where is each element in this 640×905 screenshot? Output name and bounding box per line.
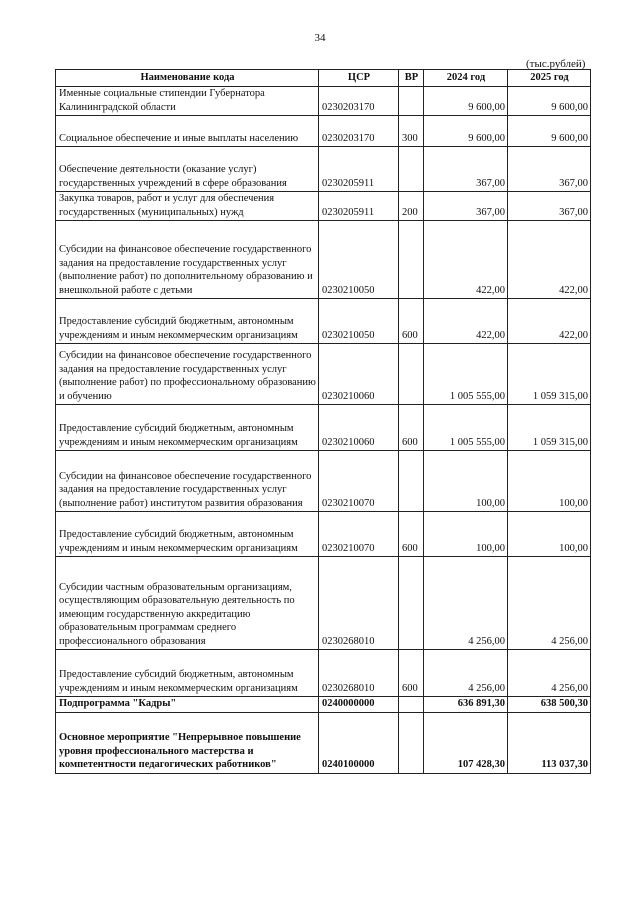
cell-csr: 0230210060	[319, 344, 399, 405]
cell-vr	[399, 712, 424, 773]
cell-name: Предоставление субсидий бюджетным, автономным учреждениям и иным некоммерческим организациям	[56, 405, 319, 451]
cell-2025: 9 600,00	[508, 87, 591, 116]
cell-name: Именные социальные стипендии Губернатора Калининградской области	[56, 87, 319, 116]
cell-vr: 200	[399, 192, 424, 221]
table-row	[56, 650, 591, 697]
cell-2024: 422,00	[424, 299, 508, 344]
cell-name: Предоставление субсидий бюджетным, автономным учреждениям и иным некоммерческим организациям	[56, 650, 319, 697]
cell-name: Подпрограмма "Кадры"	[56, 697, 319, 713]
cell-2024: 1 005 555,00	[424, 344, 508, 405]
cell-vr: 600	[399, 299, 424, 344]
budget-table	[55, 69, 591, 774]
cell-csr: 0240000000	[319, 697, 399, 713]
cell-vr: 600	[399, 405, 424, 451]
table-row	[56, 221, 591, 299]
cell-name: Субсидии на финансовое обеспечение государственного задания на предоставление государственных услуг (выполнение работ) институтом развития образования	[56, 451, 319, 512]
cell-vr	[399, 451, 424, 512]
cell-csr: 0230210070	[319, 512, 399, 557]
table-row	[56, 299, 591, 344]
table-row	[56, 512, 591, 557]
cell-2024: 636 891,30	[424, 697, 508, 713]
cell-vr	[399, 557, 424, 650]
header-name: Наименование кода	[56, 70, 319, 87]
header-2025: 2025 год	[508, 70, 591, 87]
cell-2024: 100,00	[424, 512, 508, 557]
header-vr: ВР	[399, 70, 424, 87]
header-csr: ЦСР	[319, 70, 399, 87]
cell-csr: 0240100000	[319, 712, 399, 773]
table-row	[56, 697, 591, 713]
cell-csr: 0230205911	[319, 147, 399, 192]
cell-2025: 422,00	[508, 221, 591, 299]
table-row	[56, 87, 591, 116]
cell-name: Субсидии на финансовое обеспечение государственного задания на предоставление государственных услуг (выполнение работ) по дополнительному образованию и внешкольной работе с детьми	[56, 221, 319, 299]
table-row	[56, 147, 591, 192]
cell-2025: 422,00	[508, 299, 591, 344]
cell-2024: 367,00	[424, 192, 508, 221]
cell-2025: 100,00	[508, 512, 591, 557]
cell-vr	[399, 147, 424, 192]
cell-csr: 0230205911	[319, 192, 399, 221]
cell-vr	[399, 344, 424, 405]
cell-csr: 0230268010	[319, 557, 399, 650]
cell-csr: 0230210060	[319, 405, 399, 451]
table-row	[56, 451, 591, 512]
table-row	[56, 116, 591, 147]
cell-vr: 600	[399, 512, 424, 557]
cell-2025: 113 037,30	[508, 712, 591, 773]
cell-2025: 1 059 315,00	[508, 344, 591, 405]
cell-name: Субсидии на финансовое обеспечение государственного задания на предоставление государственных услуг (выполнение работ) по профессиональному образованию и обучению	[56, 344, 319, 405]
cell-2024: 1 005 555,00	[424, 405, 508, 451]
cell-name: Субсидии частным образовательным организациям, осуществляющим образовательную деятельность по имеющим государственную аккредитацию образовательным программам среднего профессионального образования	[56, 557, 319, 650]
cell-vr	[399, 87, 424, 116]
table-row	[56, 192, 591, 221]
cell-2024: 100,00	[424, 451, 508, 512]
units-label: (тыс.рублей)	[526, 58, 586, 70]
cell-name: Социальное обеспечение и иные выплаты населению	[56, 116, 319, 147]
cell-vr	[399, 697, 424, 713]
cell-vr	[399, 221, 424, 299]
table-row	[56, 557, 591, 650]
cell-name: Обеспечение деятельности (оказание услуг) государственных учреждений в сфере образования	[56, 147, 319, 192]
cell-csr: 0230268010	[319, 650, 399, 697]
cell-csr: 0230203170	[319, 87, 399, 116]
cell-csr: 0230210070	[319, 451, 399, 512]
cell-vr: 300	[399, 116, 424, 147]
table-header-row	[56, 70, 591, 87]
table-row	[56, 344, 591, 405]
cell-2025: 4 256,00	[508, 650, 591, 697]
cell-2024: 9 600,00	[424, 116, 508, 147]
cell-csr: 0230203170	[319, 116, 399, 147]
cell-csr: 0230210050	[319, 221, 399, 299]
cell-2025: 4 256,00	[508, 557, 591, 650]
table-row	[56, 712, 591, 773]
cell-2024: 4 256,00	[424, 650, 508, 697]
cell-2025: 9 600,00	[508, 116, 591, 147]
cell-2025: 367,00	[508, 147, 591, 192]
cell-2025: 638 500,30	[508, 697, 591, 713]
cell-2025: 1 059 315,00	[508, 405, 591, 451]
cell-name: Основное мероприятие "Непрерывное повышение уровня профессионального мастерства и компетентности педагогических работников"	[56, 712, 319, 773]
cell-name: Предоставление субсидий бюджетным, автономным учреждениям и иным некоммерческим организациям	[56, 299, 319, 344]
page-number: 34	[314, 32, 326, 44]
cell-2024: 367,00	[424, 147, 508, 192]
cell-2024: 422,00	[424, 221, 508, 299]
cell-vr: 600	[399, 650, 424, 697]
cell-2025: 367,00	[508, 192, 591, 221]
cell-2024: 9 600,00	[424, 87, 508, 116]
cell-2024: 4 256,00	[424, 557, 508, 650]
cell-csr: 0230210050	[319, 299, 399, 344]
header-2024: 2024 год	[424, 70, 508, 87]
table-row	[56, 405, 591, 451]
cell-2025: 100,00	[508, 451, 591, 512]
cell-2024: 107 428,30	[424, 712, 508, 773]
cell-name: Закупка товаров, работ и услуг для обеспечения государственных (муниципальных) нужд	[56, 192, 319, 221]
cell-name: Предоставление субсидий бюджетным, автономным учреждениям и иным некоммерческим организациям	[56, 512, 319, 557]
